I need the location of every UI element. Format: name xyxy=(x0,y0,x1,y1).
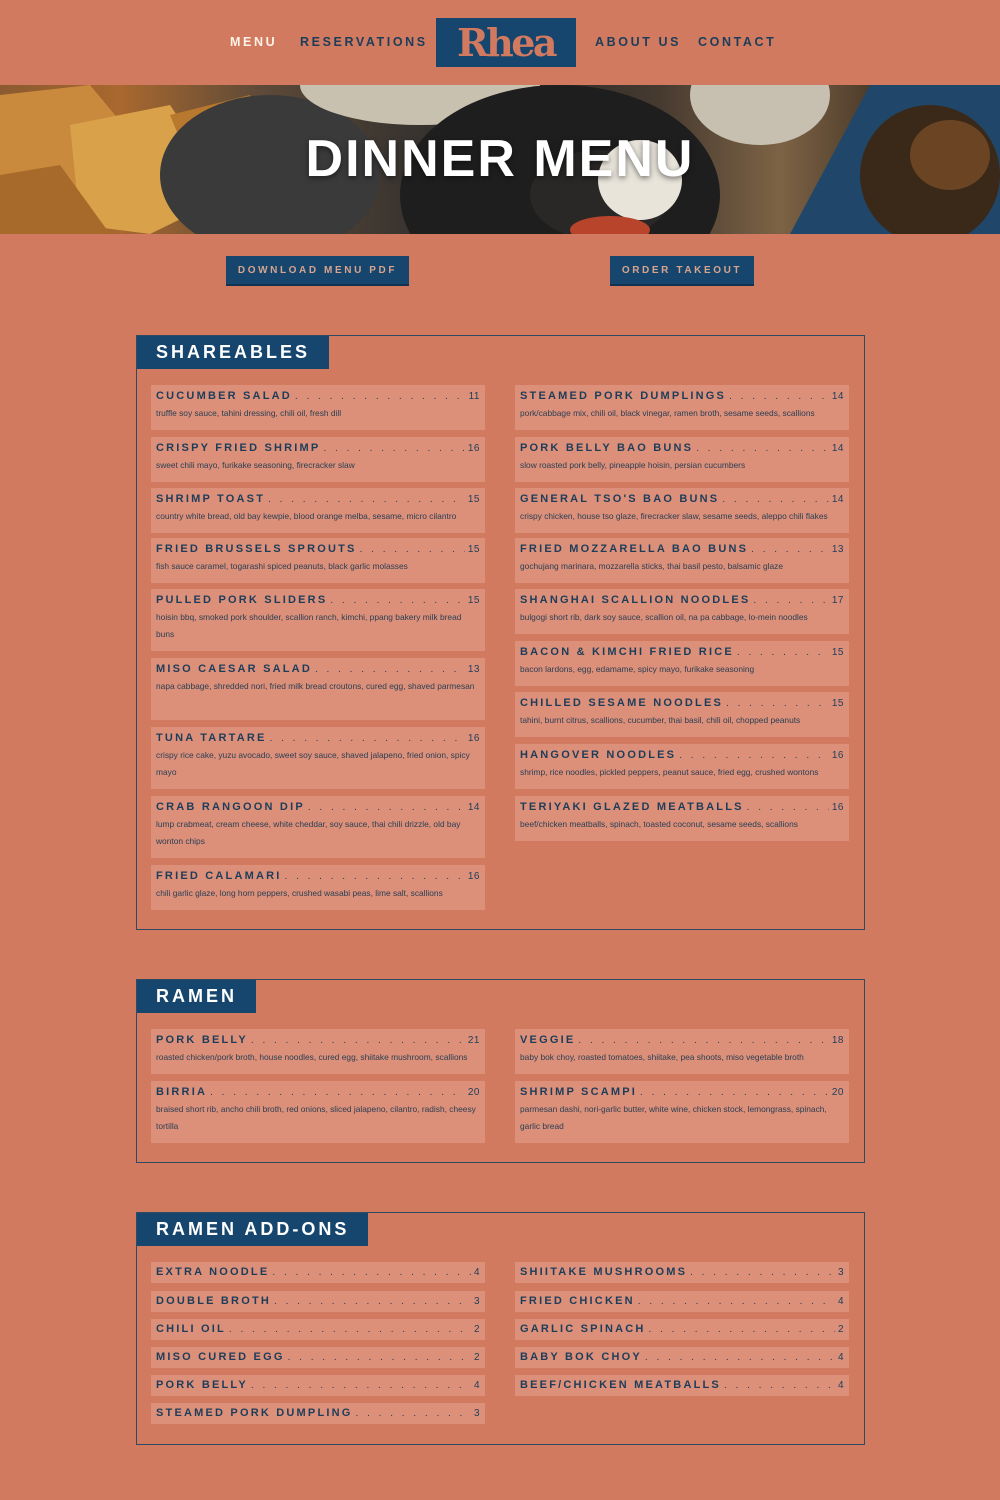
menu-item-price: 14 xyxy=(831,494,844,505)
menu-item-row xyxy=(156,543,480,557)
dot-leader xyxy=(753,595,828,606)
menu-item-row xyxy=(156,732,480,746)
dot-leader xyxy=(323,443,464,454)
menu-item-row xyxy=(156,1295,480,1309)
dot-leader xyxy=(274,1296,471,1307)
menu-item-name: CHILLED SESAME NOODLES xyxy=(520,697,724,709)
menu-item xyxy=(151,1291,485,1312)
menu-item-name: MISO CURED EGG xyxy=(156,1351,285,1363)
menu-item-price: 15 xyxy=(467,595,480,606)
dot-leader xyxy=(270,733,465,744)
download-menu-pdf-button[interactable]: DOWNLOAD MENU PDF xyxy=(226,256,409,284)
dot-leader xyxy=(722,494,829,505)
menu-item xyxy=(515,641,849,686)
menu-item xyxy=(151,589,485,651)
menu-item-price: 21 xyxy=(467,1035,480,1046)
menu-item xyxy=(515,589,849,634)
menu-item-name: HANGOVER NOODLES xyxy=(520,749,677,761)
menu-item xyxy=(515,1029,849,1074)
dot-leader xyxy=(751,544,829,555)
menu-item-name: GENERAL TSO'S BAO BUNS xyxy=(520,493,720,505)
menu-item-name: FRIED BRUSSELS SPROUTS xyxy=(156,543,357,555)
menu-item-row xyxy=(520,594,844,608)
menu-item-description: braised short rib, ancho chili broth, red onions, sliced jalapeno, cilantro, radish, cheesy tortilla xyxy=(156,1104,476,1131)
menu-item xyxy=(515,385,849,430)
menu-item-price: 2 xyxy=(473,1324,480,1335)
menu-item-name: SHIITAKE MUSHROOMS xyxy=(520,1266,688,1278)
menu-item xyxy=(151,385,485,430)
menu-item-price: 4 xyxy=(837,1296,844,1307)
menu-item-name: VEGGIE xyxy=(520,1034,576,1046)
dot-leader xyxy=(645,1352,835,1363)
dot-leader xyxy=(251,1035,465,1046)
menu-item-row xyxy=(520,1351,844,1365)
menu-item-description: gochujang marinara, mozzarella sticks, thai basil pesto, balsamic glaze xyxy=(520,561,784,571)
menu-item-price: 13 xyxy=(467,664,480,675)
menu-item-row xyxy=(520,749,844,763)
hero-banner xyxy=(0,85,1000,234)
menu-item-name: CRISPY FRIED SHRIMP xyxy=(156,442,321,454)
menu-item-row xyxy=(156,663,480,677)
menu-item-price: 15 xyxy=(831,698,844,709)
menu-item-price: 2 xyxy=(837,1324,844,1335)
menu-item xyxy=(151,865,485,910)
menu-item-description: roasted chicken/pork broth, house noodles, cured egg, shiitake mushroom, scallions xyxy=(156,1052,468,1062)
menu-item xyxy=(151,1262,485,1283)
menu-item-row xyxy=(520,543,844,557)
menu-item xyxy=(515,1375,849,1396)
menu-item xyxy=(151,1375,485,1396)
dot-leader xyxy=(295,391,466,402)
menu-item-description: crispy chicken, house tso glaze, firecracker slaw, sesame seeds, aleppo chili flakes xyxy=(520,511,828,521)
menu-item-description: bacon lardons, egg, edamame, spicy mayo, furikake seasoning xyxy=(520,664,755,674)
menu-item-name: FRIED CHICKEN xyxy=(520,1295,635,1307)
nav-menu-link[interactable]: MENU xyxy=(230,35,278,49)
menu-item-name: DOUBLE BROTH xyxy=(156,1295,272,1307)
menu-item-name: PORK BELLY xyxy=(156,1034,248,1046)
dot-leader xyxy=(330,595,465,606)
menu-item-description: hoisin bbq, smoked pork shoulder, scallion ranch, kimchi, ppang bakery milk bread buns xyxy=(156,612,462,639)
menu-item-price: 16 xyxy=(467,443,480,454)
menu-item-row xyxy=(156,1034,480,1048)
menu-item-row xyxy=(520,697,844,711)
dot-leader xyxy=(690,1267,835,1278)
menu-item-row xyxy=(520,646,844,660)
menu-item-row xyxy=(156,493,480,507)
menu-item-row xyxy=(156,1407,480,1421)
menu-item xyxy=(151,538,485,583)
menu-item-name: FRIED MOZZARELLA BAO BUNS xyxy=(520,543,749,555)
menu-item-name: CRAB RANGOON DIP xyxy=(156,801,305,813)
menu-item xyxy=(151,1403,485,1424)
menu-item-name: TERIYAKI GLAZED MEATBALLS xyxy=(520,801,744,813)
menu-item-name: CHILI OIL xyxy=(156,1323,226,1335)
section-title: RAMEN xyxy=(137,980,256,1013)
menu-item xyxy=(515,1291,849,1312)
dot-leader xyxy=(729,391,829,402)
dot-leader xyxy=(210,1087,465,1098)
menu-item-row xyxy=(156,870,480,884)
menu-item-description: sweet chili mayo, furikake seasoning, firecracker slaw xyxy=(156,460,355,470)
dot-leader xyxy=(356,1408,471,1419)
menu-item-price: 15 xyxy=(467,544,480,555)
dot-leader xyxy=(360,544,465,555)
menu-item-name: STEAMED PORK DUMPLING xyxy=(156,1407,353,1419)
dot-leader xyxy=(308,802,465,813)
menu-item xyxy=(515,538,849,583)
menu-item-price: 14 xyxy=(467,802,480,813)
menu-item xyxy=(151,437,485,482)
menu-item xyxy=(151,658,485,720)
dot-leader xyxy=(285,871,465,882)
menu-item-name: FRIED CALAMARI xyxy=(156,870,282,882)
ramen-addons-section xyxy=(136,1212,865,1445)
menu-item-description: country white bread, old bay kewpie, blood orange melba, sesame, micro cilantro xyxy=(156,511,457,521)
menu-item xyxy=(515,488,849,533)
dot-leader xyxy=(578,1035,828,1046)
menu-item xyxy=(515,1081,849,1143)
menu-item-description: slow roasted pork belly, pineapple hoisin, persian cucumbers xyxy=(520,460,746,470)
menu-item-price: 4 xyxy=(473,1380,480,1391)
menu-item-name: BIRRIA xyxy=(156,1086,208,1098)
dot-leader xyxy=(737,647,829,658)
menu-item xyxy=(151,488,485,533)
nav-reservations-link[interactable]: RESERVATIONS xyxy=(300,35,428,49)
menu-item-price: 15 xyxy=(831,647,844,658)
nav-contact-link[interactable]: CONTACT xyxy=(698,35,777,49)
order-takeout-button[interactable]: ORDER TAKEOUT xyxy=(610,256,754,284)
nav-about-link[interactable]: ABOUT US xyxy=(595,35,682,49)
menu-item xyxy=(151,727,485,789)
rhea-logo[interactable]: Rhea xyxy=(436,18,576,67)
menu-item-row xyxy=(156,1323,480,1337)
menu-item xyxy=(515,1319,849,1340)
menu-item-description: parmesan dashi, nori-garlic butter, white wine, chicken stock, lemongrass, spinach, garlic bread xyxy=(520,1104,827,1131)
menu-item-price: 16 xyxy=(467,871,480,882)
menu-item-name: SHRIMP SCAMPI xyxy=(520,1086,638,1098)
dot-leader xyxy=(251,1380,471,1391)
section-title: RAMEN ADD-ONS xyxy=(137,1213,368,1246)
menu-item-description: shrimp, rice noodles, pickled peppers, peanut sauce, fried egg, crushed wontons xyxy=(520,767,819,777)
dot-leader xyxy=(640,1087,829,1098)
menu-item-price: 4 xyxy=(837,1380,844,1391)
menu-item-description: fish sauce caramel, togarashi spiced peanuts, black garlic molasses xyxy=(156,561,408,571)
menu-item-name: PORK BELLY BAO BUNS xyxy=(520,442,694,454)
menu-item-description: lump crabmeat, cream cheese, white cheddar, soy sauce, thai chili drizzle, old bay wonton chips xyxy=(156,819,461,846)
menu-item-price: 3 xyxy=(837,1267,844,1278)
menu-item-row xyxy=(520,1323,844,1337)
menu-item-row xyxy=(156,801,480,815)
menu-item-name: TUNA TARTARE xyxy=(156,732,267,744)
menu-item-price: 15 xyxy=(467,494,480,505)
menu-item-price: 17 xyxy=(831,595,844,606)
menu-item xyxy=(515,1347,849,1368)
dot-leader xyxy=(696,443,829,454)
menu-item-price: 11 xyxy=(468,391,480,402)
menu-item-price: 14 xyxy=(831,443,844,454)
menu-item xyxy=(515,796,849,841)
menu-item xyxy=(515,1262,849,1283)
menu-item-row xyxy=(520,442,844,456)
menu-item xyxy=(151,1319,485,1340)
section-title: SHAREABLES xyxy=(137,336,329,369)
dot-leader xyxy=(288,1352,471,1363)
menu-item xyxy=(515,744,849,789)
menu-item-name: GARLIC SPINACH xyxy=(520,1323,646,1335)
top-navigation xyxy=(0,0,1000,85)
menu-item-description: chili garlic glaze, long horn peppers, crushed wasabi peas, lime salt, scallions xyxy=(156,888,443,898)
menu-item-description: crispy rice cake, yuzu avocado, sweet soy sauce, shaved jalapeno, fried onion, spicy mayo xyxy=(156,750,470,777)
menu-item-description: napa cabbage, shredded nori, fried milk bread croutons, cured egg, shaved parmesan xyxy=(156,681,475,691)
menu-item-name: BACON & KIMCHI FRIED RICE xyxy=(520,646,734,658)
dot-leader xyxy=(272,1267,471,1278)
menu-item-price: 13 xyxy=(831,544,844,555)
menu-item-description: pork/cabbage mix, chili oil, black vinegar, ramen broth, sesame seeds, scallions xyxy=(520,408,815,418)
dot-leader xyxy=(679,750,829,761)
menu-item xyxy=(151,796,485,858)
menu-item-name: STEAMED PORK DUMPLINGS xyxy=(520,390,727,402)
shareables-section xyxy=(136,335,865,930)
menu-item-description: bulgogi short rib, dark soy sauce, scallion oil, na pa cabbage, lo-mein noodles xyxy=(520,612,808,622)
menu-item-name: PORK BELLY xyxy=(156,1379,248,1391)
page-title: DINNER MENU xyxy=(305,130,695,188)
menu-item-price: 3 xyxy=(473,1408,480,1419)
menu-item-row xyxy=(156,1379,480,1393)
dot-leader xyxy=(268,494,465,505)
menu-item-description: truffle soy sauce, tahini dressing, chili oil, fresh dill xyxy=(156,408,342,418)
menu-item-description: tahini, burnt citrus, scallions, cucumber, thai basil, chili oil, chopped peanuts xyxy=(520,715,801,725)
menu-item-description: beef/chicken meatballs, spinach, toasted coconut, sesame seeds, scallions xyxy=(520,819,798,829)
menu-item-row xyxy=(156,1351,480,1365)
menu-item-price: 4 xyxy=(473,1267,480,1278)
menu-item-name: SHRIMP TOAST xyxy=(156,493,266,505)
menu-item-price: 4 xyxy=(837,1352,844,1363)
menu-item-row xyxy=(520,493,844,507)
menu-item-price: 3 xyxy=(473,1296,480,1307)
menu-item-name: BABY BOK CHOY xyxy=(520,1351,642,1363)
dot-leader xyxy=(724,1380,835,1391)
menu-item-row xyxy=(156,1086,480,1100)
menu-item-price: 14 xyxy=(831,391,844,402)
menu-item-row xyxy=(156,442,480,456)
menu-item-description: baby bok choy, roasted tomatoes, shiitake, pea shoots, miso vegetable broth xyxy=(520,1052,804,1062)
menu-item-price: 16 xyxy=(831,802,844,813)
menu-item-row xyxy=(156,390,480,404)
menu-item-name: EXTRA NOODLE xyxy=(156,1266,270,1278)
menu-item-price: 16 xyxy=(467,733,480,744)
menu-item-name: PULLED PORK SLIDERS xyxy=(156,594,328,606)
menu-item-price: 16 xyxy=(831,750,844,761)
dot-leader xyxy=(638,1296,835,1307)
menu-item xyxy=(151,1081,485,1143)
menu-item-price: 20 xyxy=(467,1087,480,1098)
menu-item-row xyxy=(520,1034,844,1048)
menu-item-row xyxy=(156,594,480,608)
dot-leader xyxy=(649,1324,835,1335)
menu-item-name: BEEF/CHICKEN MEATBALLS xyxy=(520,1379,721,1391)
menu-item xyxy=(515,692,849,737)
menu-item-price: 2 xyxy=(473,1352,480,1363)
dot-leader xyxy=(726,698,829,709)
menu-item xyxy=(515,437,849,482)
menu-item-row xyxy=(520,1266,844,1280)
menu-item-name: CUCUMBER SALAD xyxy=(156,390,292,402)
menu-item-price: 20 xyxy=(831,1087,844,1098)
menu-item-name: SHANGHAI SCALLION NOODLES xyxy=(520,594,751,606)
menu-item xyxy=(151,1029,485,1074)
dot-leader xyxy=(229,1324,471,1335)
menu-item-row xyxy=(520,1295,844,1309)
menu-item-row xyxy=(520,390,844,404)
menu-item-name: MISO CAESAR SALAD xyxy=(156,663,312,675)
menu-item-row xyxy=(156,1266,480,1280)
menu-item-row xyxy=(520,1379,844,1393)
dot-leader xyxy=(315,664,465,675)
ramen-section xyxy=(136,979,865,1163)
menu-item-price: 18 xyxy=(831,1035,844,1046)
dot-leader xyxy=(747,802,829,813)
menu-item-row xyxy=(520,801,844,815)
menu-item xyxy=(151,1347,485,1368)
menu-item-row xyxy=(520,1086,844,1100)
